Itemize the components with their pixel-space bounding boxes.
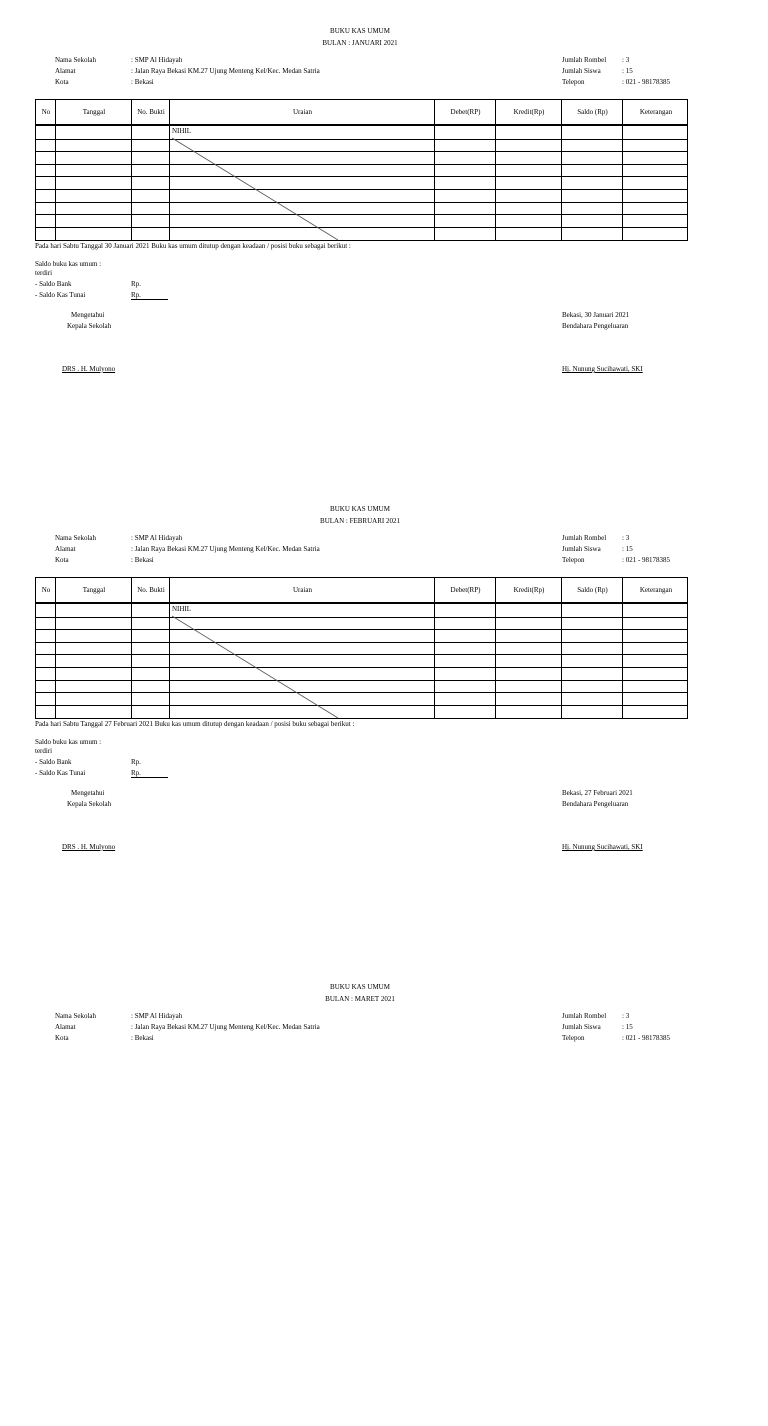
bendahara-label: Bendahara Pengeluaran xyxy=(562,800,629,808)
address-label: Alamat xyxy=(55,1023,76,1031)
bendahara-label: Bendahara Pengeluaran xyxy=(562,322,629,330)
saldo-kas-rp: Rp. xyxy=(131,291,141,299)
mengetahui-label: Mengetahui xyxy=(71,311,105,319)
students-value: : 15 xyxy=(622,1023,633,1031)
saldo-kas-underline xyxy=(131,777,168,778)
phone-value: : 021 - 98178385 xyxy=(622,78,671,86)
ledger-table xyxy=(35,99,688,241)
kepala-sekolah-name: DRS . H. Mulyono xyxy=(62,843,116,851)
saldo-kas-underline xyxy=(131,299,168,300)
empty-strike-line xyxy=(36,578,689,720)
bendahara-name: Hj. Nunung Sucihawati, SKI xyxy=(562,843,643,851)
bendahara-name: Hj. Nunung Sucihawati, SKI xyxy=(562,365,643,373)
students-value: : 15 xyxy=(622,67,633,75)
saldo-bank-label: - Saldo Bank xyxy=(35,758,72,766)
school-name-label: Nama Sekolah xyxy=(55,1012,97,1020)
mengetahui-label: Mengetahui xyxy=(71,789,105,797)
col-uraian-header: Uraian xyxy=(292,586,313,594)
rombel-value: : 3 xyxy=(622,1012,630,1020)
school-name-label: Nama Sekolah xyxy=(55,534,97,542)
doc-title: BUKU KAS UMUM xyxy=(330,27,390,35)
saldo-bank-rp: Rp. xyxy=(131,280,141,288)
col-uraian-header: Uraian xyxy=(292,108,313,116)
col-no-header: No xyxy=(41,586,51,594)
saldo-kas-label: - Saldo Kas Tunai xyxy=(35,291,86,299)
saldo-buku-label: Saldo buku kas umum : xyxy=(35,260,102,268)
school-name-value: : SMP Al Hidayah xyxy=(131,534,183,542)
students-label: Jumlah Siswa xyxy=(562,545,601,553)
address-value: : Jalan Raya Bekasi KM.27 Ujung Menteng Kel/Kec. Medan Satria xyxy=(131,545,320,553)
phone-value: : 021 - 98178385 xyxy=(622,556,671,564)
phone-value: : 021 - 98178385 xyxy=(622,1034,671,1042)
school-name-value: : SMP Al Hidayah xyxy=(131,56,183,64)
address-value: : Jalan Raya Bekasi KM.27 Ujung Menteng Kel/Kec. Medan Satria xyxy=(131,67,320,75)
rombel-label: Jumlah Rombel xyxy=(562,56,607,64)
address-value: : Jalan Raya Bekasi KM.27 Ujung Menteng Kel/Kec. Medan Satria xyxy=(131,1023,320,1031)
saldo-kas-label: - Saldo Kas Tunai xyxy=(35,769,86,777)
kepala-sekolah-label: Kepala Sekolah xyxy=(67,322,112,330)
col-saldo-header: Saldo (Rp) xyxy=(577,586,608,594)
col-debet-header: Debet(RP) xyxy=(450,586,481,594)
rombel-value: : 3 xyxy=(622,534,630,542)
terdiri-label: terdiri xyxy=(35,747,53,755)
closing-statement: Pada hari Sabtu Tanggal 27 Februari 2021 Buku kas umum ditutup dengan keadaan / posisi buku sebagai berikut : xyxy=(35,720,355,728)
doc-title: BUKU KAS UMUM xyxy=(330,983,390,991)
city-label: Kota xyxy=(55,1034,69,1042)
ledger-section xyxy=(0,956,768,1426)
col-kredit-header: Kredit(Rp) xyxy=(513,108,545,116)
school-name-value: : SMP Al Hidayah xyxy=(131,1012,183,1020)
closing-statement: Pada hari Sabtu Tanggal 30 Januari 2021 Buku kas umum ditutup dengan keadaan / posisi buku sebagai berikut : xyxy=(35,242,351,250)
col-no-bukti-header: No. Bukti xyxy=(137,586,165,594)
phone-label: Telepon xyxy=(562,556,585,564)
col-tanggal-header: Tanggal xyxy=(82,586,106,594)
saldo-bank-label: - Saldo Bank xyxy=(35,280,72,288)
col-no-header: No xyxy=(41,108,51,116)
col-debet-header: Debet(RP) xyxy=(450,108,481,116)
doc-title: BUKU KAS UMUM xyxy=(330,505,390,513)
doc-subtitle: BULAN : MARET 2021 xyxy=(325,995,395,1003)
saldo-bank-rp: Rp. xyxy=(131,758,141,766)
kepala-sekolah-label: Kepala Sekolah xyxy=(67,800,112,808)
col-keterangan-header: Keterangan xyxy=(639,108,673,116)
rombel-label: Jumlah Rombel xyxy=(562,534,607,542)
rombel-label: Jumlah Rombel xyxy=(562,1012,607,1020)
city-value: : Bekasi xyxy=(131,78,154,86)
students-value: : 15 xyxy=(622,545,633,553)
students-label: Jumlah Siswa xyxy=(562,1023,601,1031)
ledger-table xyxy=(35,577,688,719)
terdiri-label: terdiri xyxy=(35,269,53,277)
doc-subtitle: BULAN : FEBRUARI 2021 xyxy=(320,517,400,525)
col-kredit-header: Kredit(Rp) xyxy=(513,586,545,594)
city-label: Kota xyxy=(55,556,69,564)
sign-date: Bekasi, 27 Februari 2021 xyxy=(562,789,633,797)
phone-label: Telepon xyxy=(562,78,585,86)
col-no-bukti-header: No. Bukti xyxy=(137,108,165,116)
kepala-sekolah-name: DRS . H. Mulyono xyxy=(62,365,116,373)
address-label: Alamat xyxy=(55,67,76,75)
phone-label: Telepon xyxy=(562,1034,585,1042)
nihil-label: NIHIL xyxy=(172,127,192,135)
col-keterangan-header: Keterangan xyxy=(639,586,673,594)
col-tanggal-header: Tanggal xyxy=(82,108,106,116)
saldo-buku-label: Saldo buku kas umum : xyxy=(35,738,102,746)
city-value: : Bekasi xyxy=(131,1034,154,1042)
nihil-label: NIHIL xyxy=(172,605,192,613)
school-name-label: Nama Sekolah xyxy=(55,56,97,64)
students-label: Jumlah Siswa xyxy=(562,67,601,75)
address-label: Alamat xyxy=(55,545,76,553)
rombel-value: : 3 xyxy=(622,56,630,64)
city-value: : Bekasi xyxy=(131,556,154,564)
ledger-section xyxy=(0,478,768,948)
col-saldo-header: Saldo (Rp) xyxy=(577,108,608,116)
saldo-kas-rp: Rp. xyxy=(131,769,141,777)
ledger-section xyxy=(0,0,768,470)
city-label: Kota xyxy=(55,78,69,86)
doc-subtitle: BULAN : JANUARI 2021 xyxy=(322,39,398,47)
sign-date: Bekasi, 30 Januari 2021 xyxy=(562,311,630,319)
empty-strike-line xyxy=(36,100,689,242)
